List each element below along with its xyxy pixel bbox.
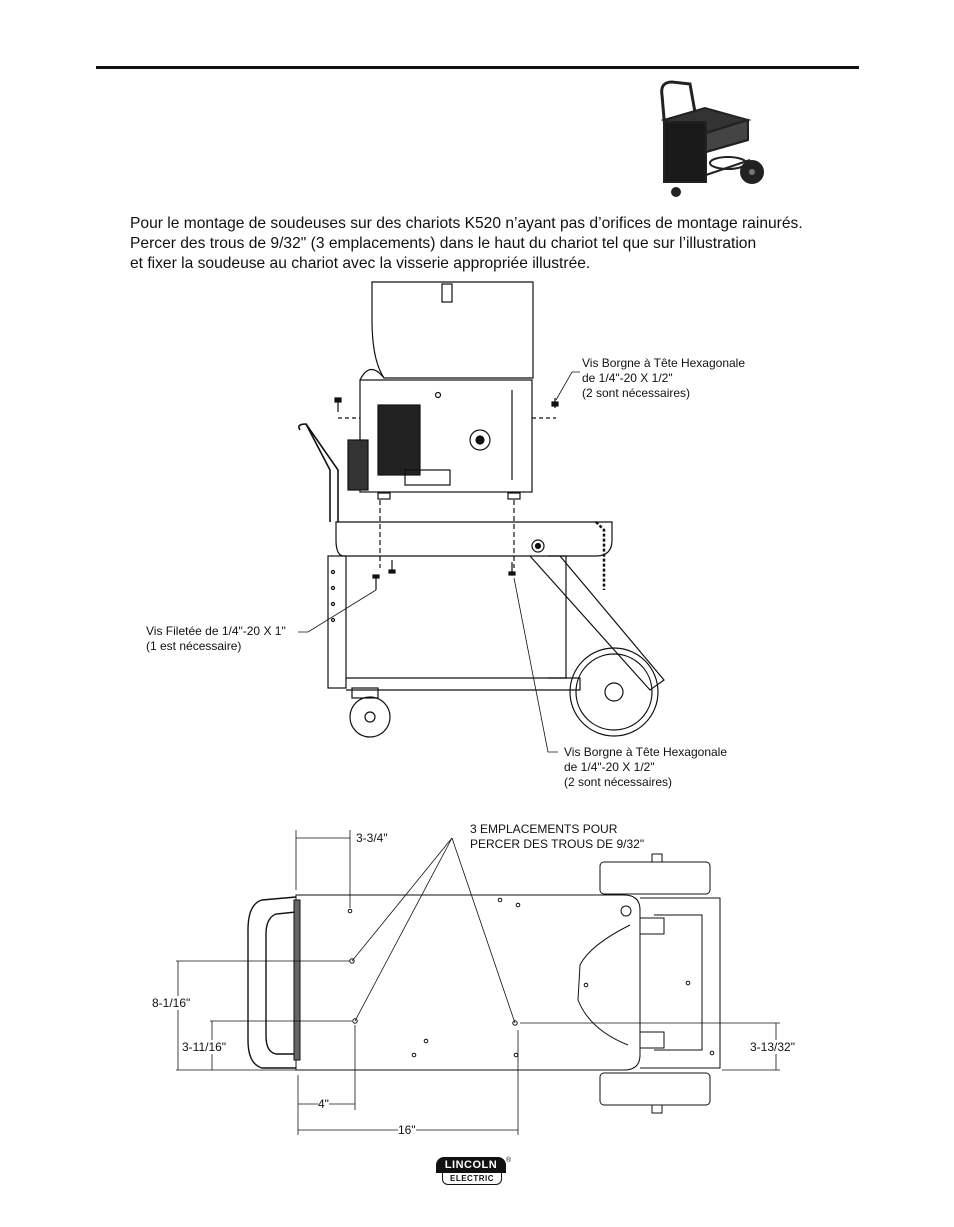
- callout-top-right-line-3: (2 sont nécessaires): [582, 386, 691, 400]
- dim-3-3-4: 3-3/4": [356, 831, 388, 845]
- callout-top-right-line-1: Vis Borgne à Tête Hexagonale: [582, 356, 746, 370]
- dim-8-1-16: 8-1/16": [152, 996, 191, 1010]
- logo-registered-mark: ®: [506, 1157, 512, 1164]
- intro-line-3: et fixer la soudeuse au chariot avec la visserie appropriée illustrée.: [130, 255, 591, 272]
- callout-top-right-line-2: de 1/4"-20 X 1/2": [582, 371, 673, 385]
- callout-drill-line-1: 3 EMPLACEMENTS POUR: [470, 822, 618, 836]
- callout-drill: [470, 822, 644, 852]
- lincoln-electric-logo: [436, 1157, 512, 1187]
- callout-left-line-2: (1 est nécessaire): [146, 639, 242, 653]
- callout-bottom-line-2: de 1/4"-20 X 1/2": [564, 760, 655, 774]
- logo-top-text: LINCOLN: [436, 1157, 506, 1173]
- callout-bottom-line-1: Vis Borgne à Tête Hexagonale: [564, 745, 728, 759]
- dim-16: 16": [398, 1123, 416, 1137]
- dim-4: 4": [318, 1097, 329, 1111]
- callout-drill-line-2: PERCER DES TROUS DE 9/32": [470, 837, 645, 851]
- dim-3-11-16: 3-11/16": [182, 1040, 227, 1054]
- dim-3-13-32: 3-13/32": [750, 1040, 795, 1054]
- callout-bottom-line-3: (2 sont nécessaires): [564, 775, 673, 789]
- intro-line-2: Percer des trous de 9/32" (3 emplacements) dans le haut du chariot tel que sur l’illustration: [130, 235, 757, 252]
- callout-left-line-1: Vis Filetée de 1/4"-20 X 1": [146, 624, 286, 638]
- logo-bottom-text: ELECTRIC: [442, 1173, 502, 1185]
- intro-line-1: Pour le montage de soudeuses sur des chariots K520 n’ayant pas d’orifices de montage rainurés.: [130, 215, 803, 232]
